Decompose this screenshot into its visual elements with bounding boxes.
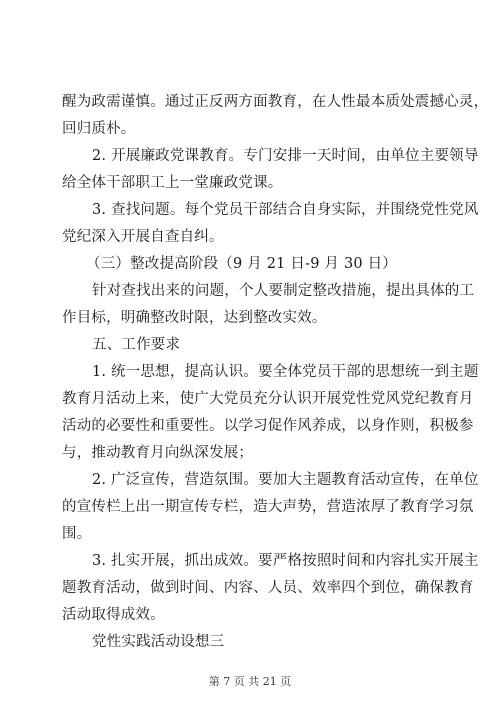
text-line: 醒为政需谨慎。通过正反两方面教育，在人性最本质处震撼心灵， <box>62 94 489 110</box>
text-line: 题教育活动，做到时间、内容、人员、效率四个到位，确保教育 <box>62 580 474 596</box>
text-line: 2. 广泛宣传，营造氛围。要加大主题教育活动宣传，在单位 <box>92 472 479 488</box>
text-line: 针对查找出来的问题，个人要制定整改措施，提出具体的工 <box>92 283 475 299</box>
text-line: 2. 开展廉政党课教育。专门安排一天时间，由单位主要领导 <box>92 148 479 164</box>
text-line: 3. 查找问题。每个党员干部结合自身实际，并围绕党性党风 <box>92 202 479 218</box>
section-heading: （三）整改提高阶段（9 月 21 日-9 月 30 日） <box>86 256 398 272</box>
text-line: 的宣传栏上出一期宣传专栏，造大声势，营造浓厚了教育学习氛 <box>62 499 474 515</box>
section-heading: 党性实践活动设想三 <box>92 634 225 650</box>
text-line: 给全体干部职工上一堂廉政党课。 <box>62 175 283 191</box>
text-line: 围。 <box>62 526 92 542</box>
section-heading: 五、工作要求 <box>92 337 181 353</box>
text-line: 活动取得成效。 <box>62 607 165 623</box>
text-line: 3. 扎实开展，抓出成效。要严格按照时间和内容扎实开展主 <box>92 553 479 569</box>
text-line: 党纪深入开展自查自纠。 <box>62 229 224 245</box>
text-line: 与，推动教育月向纵深发展； <box>62 445 254 461</box>
text-line: 活动的必要性和重要性。以学习促作风养成，以身作则，积极参 <box>62 418 474 434</box>
text-line: 教育月活动上来，使广大党员充分认识开展党性党风党纪教育月 <box>62 391 474 407</box>
page-number-footer: 第 7 页 共 21 页 <box>208 675 292 688</box>
text-line: 1. 统一思想，提高认识。要全体党员干部的思想统一到主题 <box>92 364 479 380</box>
text-line: 回归质朴。 <box>62 121 136 137</box>
text-line: 作目标，明确整改时限，达到整改实效。 <box>62 310 327 326</box>
